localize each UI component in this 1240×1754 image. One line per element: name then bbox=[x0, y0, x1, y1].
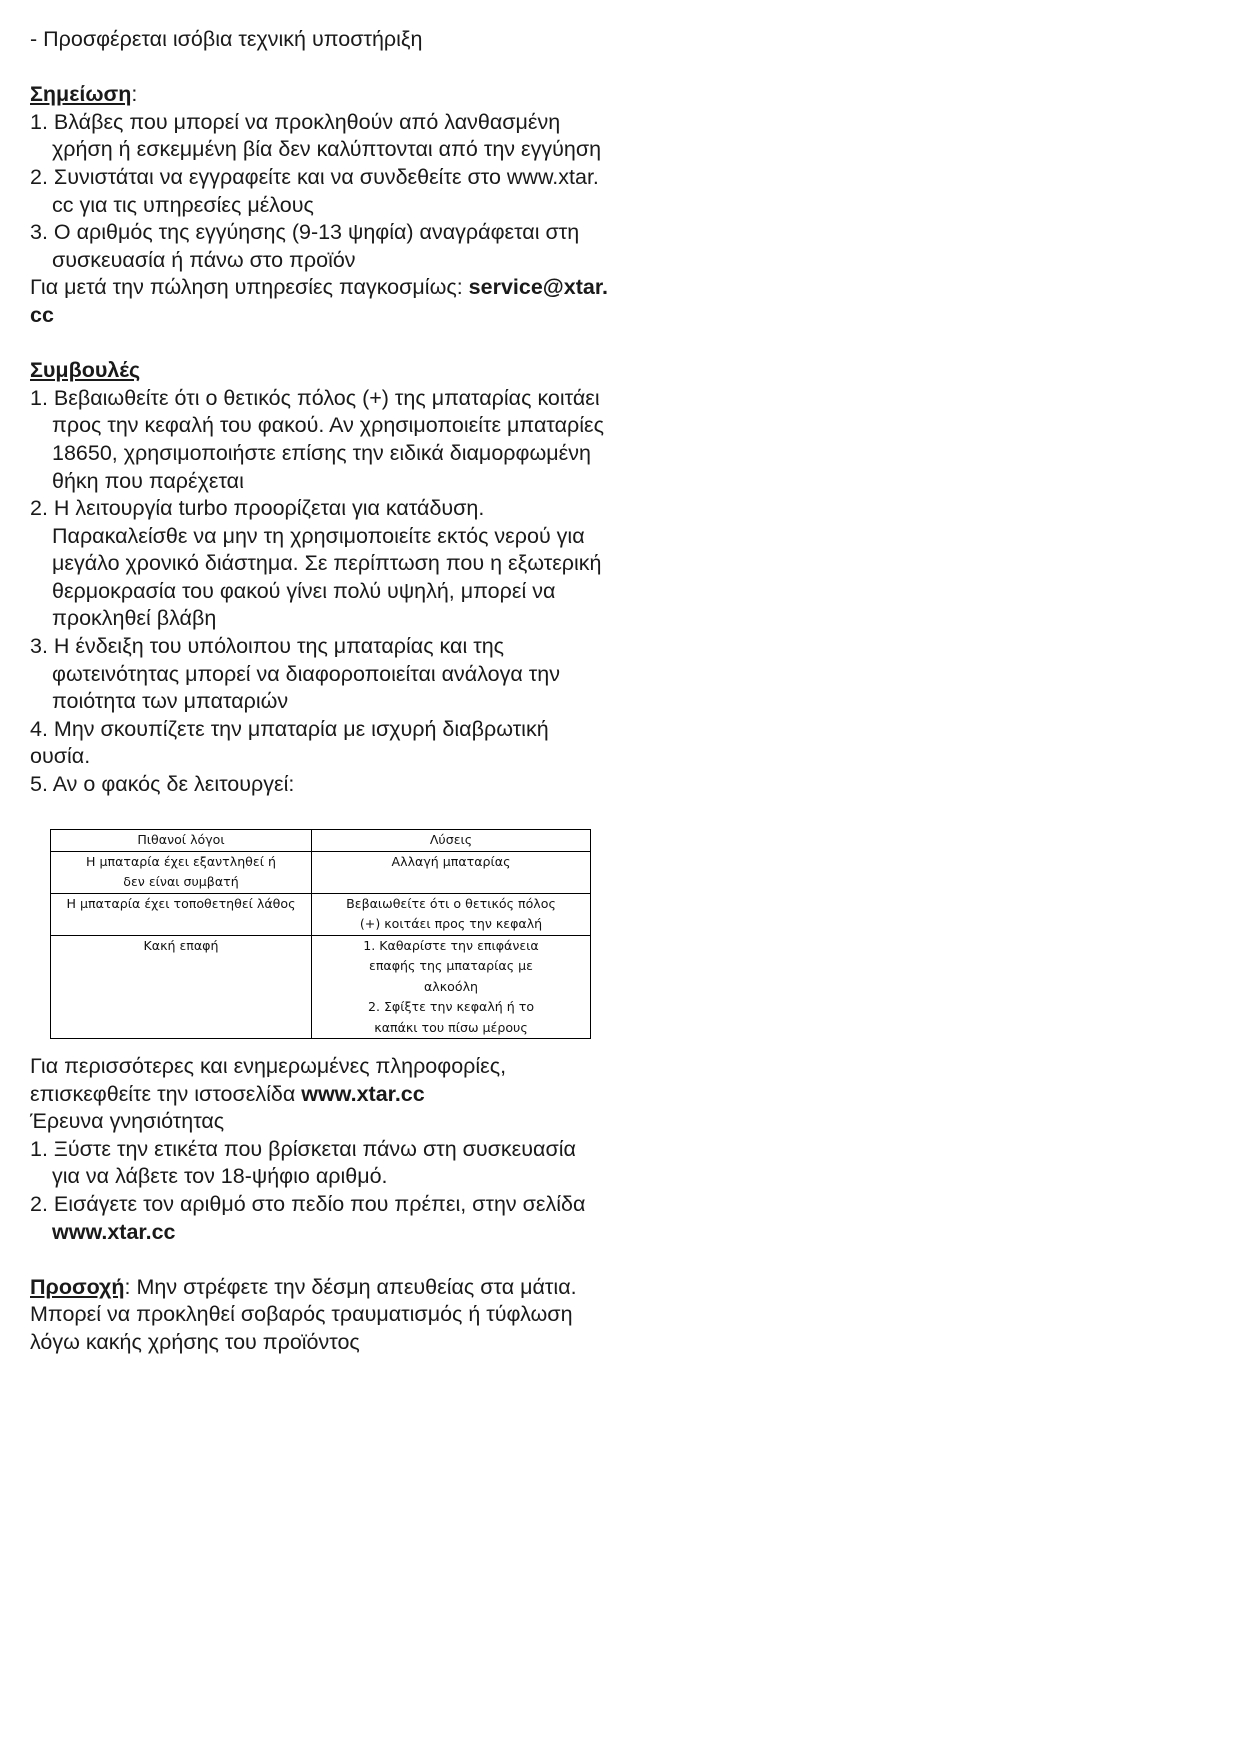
service-line: Για μετά την πώληση υπηρεσίες παγκοσμίως: service@xtar. bbox=[30, 275, 608, 300]
warning-line-1: Προσοχή: Μην στρέφετε την δέσμη απευθείας στα μάτια. bbox=[30, 1274, 577, 1299]
website-link[interactable]: www.xtar.cc bbox=[301, 1081, 425, 1106]
tips-heading: Συμβουλές bbox=[30, 358, 141, 383]
table-row bbox=[51, 935, 591, 1039]
tip-item-3-cont: φωτεινότητας μπορεί να διαφοροποιείται ανάλογα την bbox=[52, 661, 560, 686]
tips-list bbox=[30, 385, 630, 799]
service-email[interactable]: service@xtar. bbox=[468, 275, 608, 300]
authenticity-item-1-cont: για να λάβετε τον 18-ψήφιο αριθμό. bbox=[52, 1164, 388, 1189]
table-header-solutions: Λύσεις bbox=[312, 830, 591, 852]
note-item-2: 2. Συνιστάται να εγγραφείτε και να συνδεθείτε στο www.xtar. bbox=[30, 164, 599, 189]
service-email-cont[interactable]: cc bbox=[30, 302, 54, 327]
table-header-causes: Πιθανοί λόγοι bbox=[51, 830, 312, 852]
warning-line-3: λόγω κακής χρήσης του προϊόντος bbox=[30, 1329, 360, 1354]
table-row bbox=[51, 893, 591, 935]
note-item-2-cont: cc για τις υπηρεσίες μέλους bbox=[52, 192, 314, 217]
tip-item-2-cont: μεγάλο χρονικό διάστημα. Σε περίπτωση που η εξωτερική bbox=[52, 551, 602, 576]
note-item-3: 3. Ο αριθμός της εγγύησης (9-13 ψηφία) αναγράφεται στη bbox=[30, 220, 580, 245]
tip-item-1-cont: προς την κεφαλή του φακού. Αν χρησιμοποιείτε μπαταρίες bbox=[52, 413, 604, 438]
footer-section bbox=[30, 1053, 650, 1357]
table-cell-solution: 1. Καθαρίστε την επιφάνεια επαφής της μπαταρίας με αλκοόλη 2. Σφίξτε την κεφαλή ή το καπάκι του πίσω μέρους bbox=[312, 935, 591, 1039]
warning-line-2: Μπορεί να προκληθεί σοβαρός τραυματισμός ή τύφλωση bbox=[30, 1302, 573, 1327]
note-list bbox=[30, 109, 630, 275]
warning-heading: Προσοχή bbox=[30, 1274, 125, 1299]
troubleshooting-table bbox=[50, 829, 591, 1039]
table-cell-cause: Η μπαταρία έχει εξαντληθεί ή δεν είναι συμβατή bbox=[51, 851, 312, 893]
authenticity-website-link[interactable]: www.xtar.cc bbox=[52, 1219, 176, 1244]
tip-item-5: 5. Αν ο φακός δε λειτουργεί: bbox=[30, 772, 295, 797]
intro-line: - Προσφέρεται ισόβια τεχνική υποστήριξη bbox=[30, 27, 423, 51]
table-cell-cause: Κακή επαφή bbox=[51, 935, 312, 1039]
tip-item-1-cont: 18650, χρησιμοποιήστε επίσης την ειδικά διαμορφωμένη bbox=[52, 440, 591, 465]
tip-item-2-cont: Παρακαλείσθε να μην τη χρησιμοποιείτε εκτός νερού για bbox=[52, 523, 585, 548]
table-header-row bbox=[51, 830, 591, 852]
note-item-1: 1. Βλάβες που μπορεί να προκληθούν από λανθασμένη bbox=[30, 109, 561, 134]
tip-item-2: 2. Η λειτουργία turbo προορίζεται για κατάδυση. bbox=[30, 496, 485, 521]
authenticity-item-1: 1. Ξύστε την ετικέτα που βρίσκεται πάνω στη συσκευασία bbox=[30, 1136, 576, 1161]
tip-item-2-cont: προκληθεί βλάβη bbox=[52, 606, 217, 631]
table-cell-solution: Αλλαγή μπαταρίας bbox=[312, 851, 591, 893]
table-cell-cause: Η μπαταρία έχει τοποθετηθεί λάθος bbox=[51, 893, 312, 935]
table-cell-solution: Βεβαιωθείτε ότι ο θετικός πόλος (+) κοιτάει προς την κεφαλή bbox=[312, 893, 591, 935]
tip-item-2-cont: θερμοκρασία του φακού γίνει πολύ υψηλή, μπορεί να bbox=[52, 578, 556, 603]
tip-item-3-cont: ποιότητα των μπαταριών bbox=[52, 689, 289, 714]
authenticity-item-2: 2. Εισάγετε τον αριθμό στο πεδίο που πρέπει, στην σελίδα bbox=[30, 1191, 586, 1216]
tip-item-3: 3. Η ένδειξη του υπόλοιπου της μπαταρίας και της bbox=[30, 634, 505, 659]
tip-item-4-cont: ουσία. bbox=[30, 744, 91, 769]
more-info-line-1: Για περισσότερες και ενημερωμένες πληροφορίες, bbox=[30, 1054, 507, 1078]
manual-page bbox=[30, 26, 630, 799]
authenticity-heading: Έρευνα γνησιότητας bbox=[30, 1109, 225, 1134]
tip-item-1: 1. Βεβαιωθείτε ότι ο θετικός πόλος (+) της μπαταρίας κοιτάει bbox=[30, 385, 600, 410]
tip-item-4: 4. Μην σκουπίζετε την μπαταρία με ισχυρή διαβρωτική bbox=[30, 716, 549, 741]
note-item-1-cont: χρήση ή εσκεμμένη βία δεν καλύπτονται από την εγγύηση bbox=[52, 137, 602, 162]
more-info-line-2: επισκεφθείτε την ιστοσελίδα www.xtar.cc bbox=[30, 1081, 425, 1106]
note-heading: Σημείωση: bbox=[30, 82, 138, 107]
table-row bbox=[51, 851, 591, 893]
note-item-3-cont: συσκευασία ή πάνω στο προϊόν bbox=[52, 247, 356, 272]
tip-item-1-cont: θήκη που παρέχεται bbox=[52, 468, 244, 493]
